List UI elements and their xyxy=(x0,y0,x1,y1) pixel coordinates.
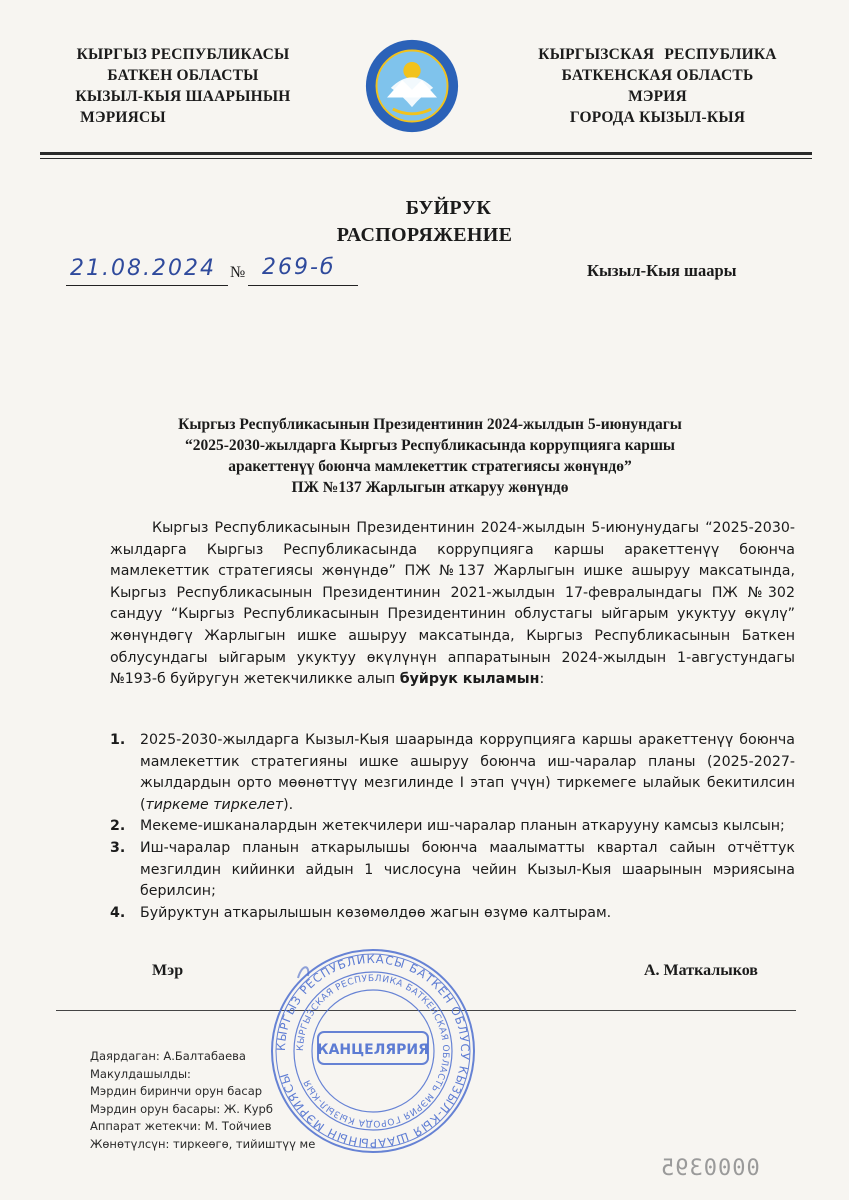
header-right-line: МЭРИЯ xyxy=(628,88,687,105)
subject-line: “2025-2030-жылдарга Кыргыз Республикасында коррупцияга каршы xyxy=(184,437,676,454)
list-item xyxy=(110,730,795,816)
subject-line: ПЖ №137 Жарлыгын аткаруу жөнүндө xyxy=(291,479,569,496)
item-text: Буйруктун аткарылышын көзөмөлдөө жагын өзүмө калтырам. xyxy=(140,904,612,921)
signature-name: А. Маткалыков xyxy=(644,962,758,979)
office-stamp-icon xyxy=(268,946,478,1156)
header-right-line: БАТКЕНСКАЯ ОБЛАСТЬ xyxy=(561,67,754,84)
item-number: 4. xyxy=(110,904,126,921)
subject-line: аракеттенүү боюнча мамлекеттик стратегиясы жөнүндө” xyxy=(228,458,632,475)
state-emblem-icon xyxy=(364,38,460,134)
header-divider xyxy=(40,152,812,155)
approval-line: Жөнөтүлсүн: тиркеөгө, тийиштүү ме xyxy=(90,1136,316,1151)
list-item xyxy=(110,816,795,838)
item-italic: тиркеме тиркелет xyxy=(145,796,284,813)
item-text: Мекеме-ишканалардын жетекчилери иш-чаралар планын аткарууну камсыз кылсын; xyxy=(140,818,785,835)
header-right-line: ГОРОДА КЫЗЫЛ-КЫЯ xyxy=(569,109,746,126)
item-number: 3. xyxy=(110,839,126,856)
item-end: ). xyxy=(283,796,294,813)
list-item xyxy=(110,838,795,903)
city-name: Кызыл-Кыя шаары xyxy=(587,261,737,280)
subject-line: Кыргыз Республикасынын Президентинин 2024-жылдын 5-июнундагы xyxy=(178,416,682,433)
order-subject xyxy=(90,414,770,498)
signature-title: Мэр xyxy=(152,962,184,979)
serial-number: 0000395 xyxy=(660,1156,760,1181)
stamp-center-text: КАНЦЕЛЯРИЯ xyxy=(317,1042,429,1058)
number-sign: № xyxy=(230,264,246,281)
preamble-emphasis: буйрук кыламын xyxy=(399,671,540,688)
item-text: 2025-2030-жылдарга Кызыл-Кыя шаарында коррупцияга каршы аракеттенүү боюнча мамлекеттик стратегияны ишке ашыруу боюнча иш-чаралар планы (2025-2027-жылдардын орто мөөнөттүү мезгилинде I этап үчүн) тиркемеге ылайык бекитилсин ( xyxy=(140,732,795,813)
date-underline xyxy=(66,285,228,286)
list-item xyxy=(110,903,795,925)
stamp-outer-text: КЫРГЫЗ РЕСПУБЛИКАСЫ БАТКЕН ОБЛУСУ КЫЗЫЛ-КЫЯ ШААРЫНЫН МЭРИЯСЫ xyxy=(273,951,473,1151)
order-number: 269-б xyxy=(262,255,336,280)
header-left-line: КЫЗЫЛ-КЫЯ ШААРЫНЫН xyxy=(75,88,291,105)
approval-line: Мэрдин орун басары: Ж. Курб xyxy=(90,1101,273,1116)
header-left-kyrgyz xyxy=(48,44,318,128)
header-divider-thin xyxy=(40,158,812,159)
header-left-line: МЭРИЯСЫ xyxy=(80,109,166,126)
document-title-ru: РАСПОРЯЖЕНИЕ xyxy=(336,224,513,246)
preamble-paragraph xyxy=(110,518,795,691)
number-underline xyxy=(248,285,358,286)
item-text: Иш-чаралар планын аткарылышы боюнча маалыматты квартал сайын отчёттук мезгилдин кийинки айдын 1 числосуна чейин Кызыл-Кыя шаарынын мэриясына берилсин; xyxy=(140,839,795,900)
approval-line: Даярдаган: А.Балтабаева xyxy=(90,1049,246,1063)
item-number: 1. xyxy=(110,732,126,748)
item-number: 2. xyxy=(110,818,126,835)
approval-line: Мэрдин биринчи орун басар xyxy=(90,1084,263,1098)
preamble-text: Кыргыз Республикасынын Президентинин 2024-жылдын 5-июнунудагы “2025-2030-жылдарга Кыргыз Республикасында коррупцияга каршы аракеттенүү боюнча мамлекеттик стратегиясы жөнүндө” ПЖ №137 Жарлыгын ишке ашыруу максатында, Кыргыз Республикасынын Президентинин 2021-жылдын 17-февралындагы ПЖ №302 сандуу “Кыргыз Республикасынын Президентинин облустагы ыйгарым укуктуу өкүлү” жөнүндөгү Жарлыгын ишке ашыруу максатында, Кыргыз Республикасынын Баткен облусундагы ыйгарым укуктуу өкүлүнүн аппаратынын 2024-жылдын 1-августундагы №193-б буйругун жетекчиликке алып xyxy=(110,520,795,688)
order-date: 21.08.2024 xyxy=(70,256,216,281)
document-title: БУЙРУК xyxy=(405,197,492,219)
order-items-list xyxy=(110,730,795,924)
approval-line: Аппарат жетекчи: М. Тойчиев xyxy=(90,1119,272,1133)
header-left-line: КЫРГЫЗ РЕСПУБЛИКАСЫ xyxy=(76,46,290,63)
approval-line: Макулдашылды: xyxy=(90,1066,191,1081)
preamble-end: : xyxy=(539,671,545,688)
header-right-russian xyxy=(525,44,790,128)
stamp-inner-text: КЫРГЫЗСКАЯ РЕСПУБЛИКА БАТКЕНСКАЯ ОБЛАСТЬ МЭРИЯ ГОРОДА КЫЗЫЛ-КЫЯ xyxy=(295,973,451,1129)
header-right-line: КЫРГЫЗСКАЯ РЕСПУБЛИКА xyxy=(538,46,777,63)
header-left-line: БАТКЕН ОБЛАСТЫ xyxy=(107,67,259,84)
